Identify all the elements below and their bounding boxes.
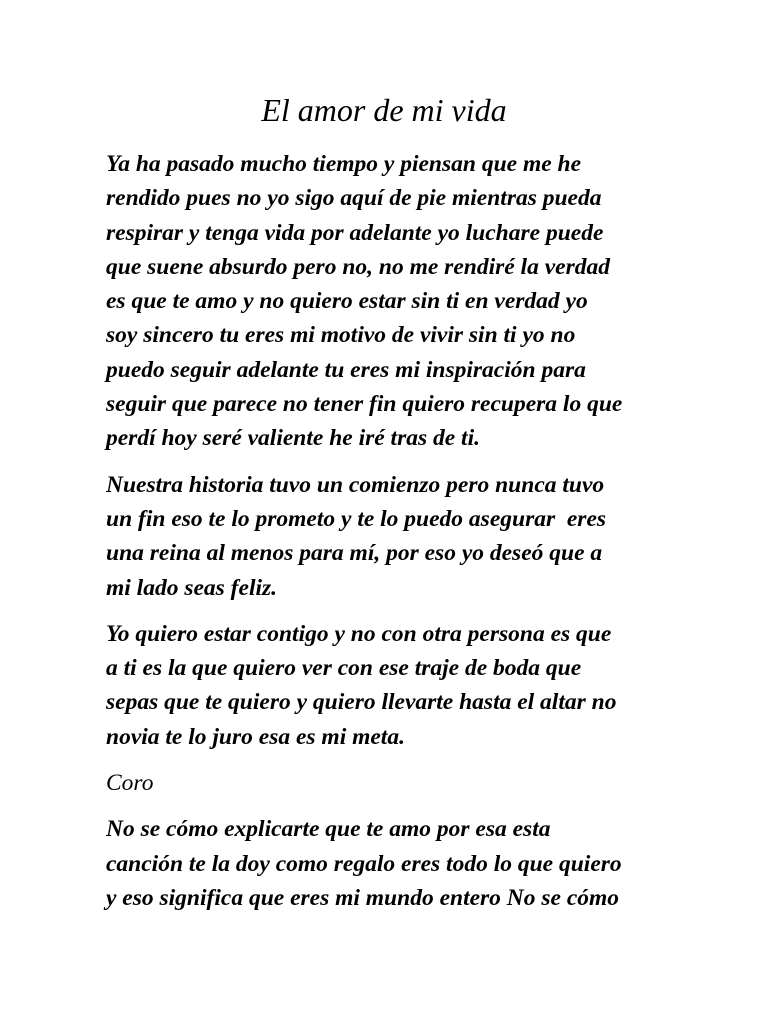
text-line: puedo seguir adelante tu eres mi inspiración para: [106, 356, 586, 383]
paragraph-1: [106, 147, 686, 456]
paragraph-spacer: [106, 754, 686, 766]
paragraph-spacer: [106, 605, 686, 617]
paragraph-spacer: [106, 456, 686, 468]
text-line: es que te amo y no quiero estar sin ti en verdad yo: [106, 288, 588, 315]
paragraph-5: [106, 812, 686, 915]
paragraph-spacer: [106, 800, 686, 812]
text-line: seguir que parece no tener fin quiero recupera lo que: [106, 391, 623, 418]
chorus-label: Coro: [106, 770, 154, 797]
text-line: rendido pues no yo sigo aquí de pie mientras pueda: [106, 185, 602, 212]
text-line: una reina al menos para mí, por eso yo deseó que a: [106, 540, 603, 567]
text-line: a ti es la que quiero ver con ese traje de boda que: [106, 655, 582, 682]
paragraph-2: [106, 468, 686, 605]
text-line: que suene absurdo pero no, no me rendiré la verdad: [106, 253, 610, 280]
text-line: Nuestra historia tuvo un comienzo pero nunca tuvo: [106, 471, 605, 498]
text-line: Ya ha pasado mucho tiempo y piensan que me he: [106, 151, 582, 177]
text-line: mi lado seas feliz.: [106, 574, 278, 601]
text-line: y eso significa que eres mi mundo entero No se cómo: [106, 884, 620, 911]
text-line: soy sincero tu eres mi motivo de vivir sin ti yo no: [106, 322, 576, 349]
paragraph-3: [106, 617, 686, 754]
document-title: El amor de mi vida: [261, 92, 507, 128]
text-line: novia te lo juro esa es mi meta.: [106, 723, 405, 750]
text-line: perdí hoy seré valiente he iré tras de ti.: [106, 425, 480, 452]
document-body: [106, 147, 686, 915]
text-line: canción te la doy como regalo eres todo lo que quiero: [106, 850, 622, 877]
paragraph-coro: [106, 766, 686, 800]
text-line: Yo quiero estar contigo y no con otra persona es que: [106, 620, 612, 647]
text-line: sepas que te quiero y quiero llevarte hasta el altar no: [106, 689, 617, 716]
text-line: respirar y tenga vida por adelante yo luchare puede: [106, 219, 604, 246]
text-line: un fin eso te lo prometo y te lo puedo asegurar eres: [106, 505, 607, 532]
text-line: No se cómo explicarte que te amo por esa esta: [106, 816, 551, 843]
